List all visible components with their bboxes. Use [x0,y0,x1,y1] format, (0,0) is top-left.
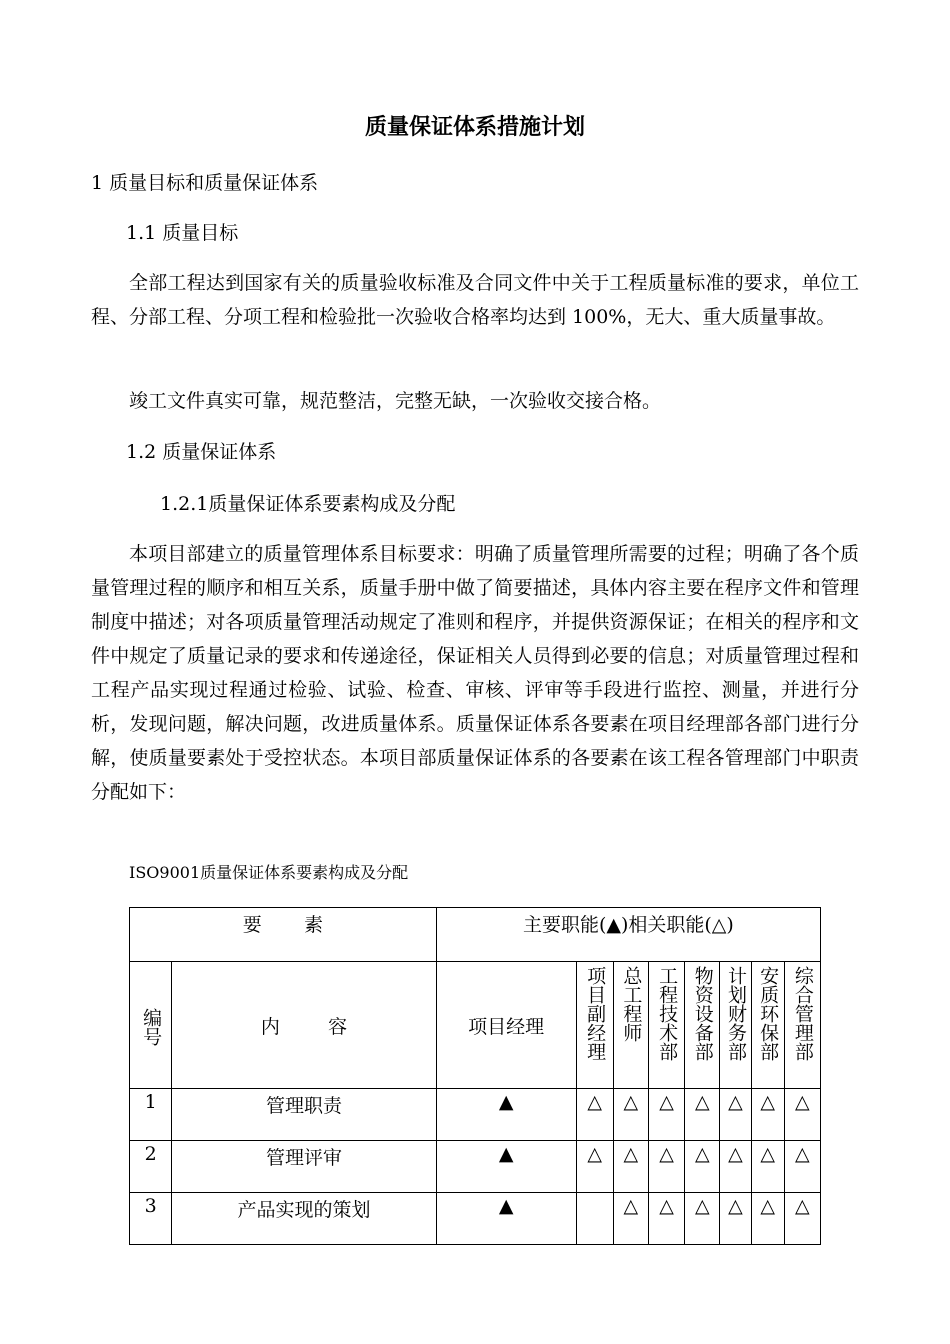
section-heading-1-2: 1.2 质量保证体系 [126,441,277,463]
row-dept-mark: △ [576,1089,613,1141]
row-dept-mark: △ [613,1089,648,1141]
table-caption: ISO9001质量保证体系要素构成及分配 [129,863,409,882]
table-row [130,1141,821,1193]
row-content: 产品实现的策划 [172,1193,437,1245]
row-dept-mark: △ [613,1141,648,1193]
col-number-label: 编号 [140,1008,163,1046]
row-pm-mark: ▲ [436,1089,576,1141]
page-title: 质量保证体系措施计划 [364,115,585,140]
dept-label: 总工程师 [620,966,643,1042]
paragraph-quality-goal: 全部工程达到国家有关的质量验收标准及合同文件中关于工程质量标准的要求，单位工程、分部工程、分项工程和检验批一次验收合格率均达到 100%，无大、重大质量事故。 [91,272,859,328]
col-dept-header [613,962,648,1089]
table-row [130,1089,821,1141]
row-dept-mark: △ [751,1089,784,1141]
header-functions: 主要职能(▲)相关职能(△) [436,908,820,962]
header-elements: 要 素 [130,908,437,962]
row-number: 3 [130,1193,172,1245]
paragraph-system-description: 本项目部建立的质量管理体系目标要求：明确了质量管理所需要的过程；明确了各个质量管理过程的顺序和相互关系，质量手册中做了简要描述，具体内容主要在程序文件和管理制度中描述；对各项质量管理活动规定了准则和程序，并提供资源保证；在相关的程序和文件中规定了质量记录的要求和传递途径，保证相关人员得到必要的信息；对质量管理过程和工程产品实现过程通过检验、试验、检查、审核、评审等手段进行监控、测量，并进行分析，发现问题，解决问题，改进质量体系。质量保证体系各要素在项目经理部各部门进行分解，使质量要素处于受控状态。本项目部质量保证体系的各要素在该工程各管理部门中职责分配如下： [91,543,859,803]
col-dept-header [720,962,751,1089]
row-dept-mark: △ [751,1193,784,1245]
row-dept-mark: △ [720,1141,751,1193]
row-dept-mark: △ [648,1089,684,1141]
row-dept-mark [576,1193,613,1245]
dept-label: 物资设备部 [691,966,714,1061]
section-heading-1-1: 1.1 质量目标 [126,222,239,244]
row-pm-mark: ▲ [436,1193,576,1245]
row-dept-mark: △ [751,1141,784,1193]
row-dept-mark: △ [685,1193,720,1245]
row-dept-mark: △ [685,1141,720,1193]
col-dept-header [784,962,820,1089]
row-dept-mark: △ [784,1089,820,1141]
responsibility-table [129,907,821,1245]
col-content-header: 内 容 [172,962,437,1089]
row-dept-mark: △ [720,1193,751,1245]
col-pm-header: 项目经理 [436,962,576,1089]
row-pm-mark: ▲ [436,1141,576,1193]
dept-label: 安质环保部 [757,966,780,1061]
section-heading-1: 1 质量目标和质量保证体系 [91,172,319,194]
row-dept-mark: △ [576,1141,613,1193]
row-dept-mark: △ [648,1141,684,1193]
dept-label: 工程技术部 [656,966,679,1061]
row-dept-mark: △ [685,1089,720,1141]
col-dept-header [751,962,784,1089]
row-number: 1 [130,1089,172,1141]
row-dept-mark: △ [784,1141,820,1193]
row-content: 管理职责 [172,1089,437,1141]
row-content: 管理评审 [172,1141,437,1193]
table-row [130,1193,821,1245]
dept-label: 项目副经理 [584,966,607,1061]
col-dept-header [576,962,613,1089]
row-dept-mark: △ [613,1193,648,1245]
section-heading-1-2-1: 1.2.1质量保证体系要素构成及分配 [160,493,456,515]
dept-label: 综合管理部 [791,966,814,1061]
paragraph-completion-docs: 竣工文件真实可靠，规范整洁，完整无缺，一次验收交接合格。 [129,390,662,412]
col-dept-header [648,962,684,1089]
row-dept-mark: △ [648,1193,684,1245]
col-number-header [130,962,172,1089]
row-dept-mark: △ [784,1193,820,1245]
dept-label: 计划财务部 [724,966,747,1061]
row-number: 2 [130,1141,172,1193]
row-dept-mark: △ [720,1089,751,1141]
col-dept-header [685,962,720,1089]
